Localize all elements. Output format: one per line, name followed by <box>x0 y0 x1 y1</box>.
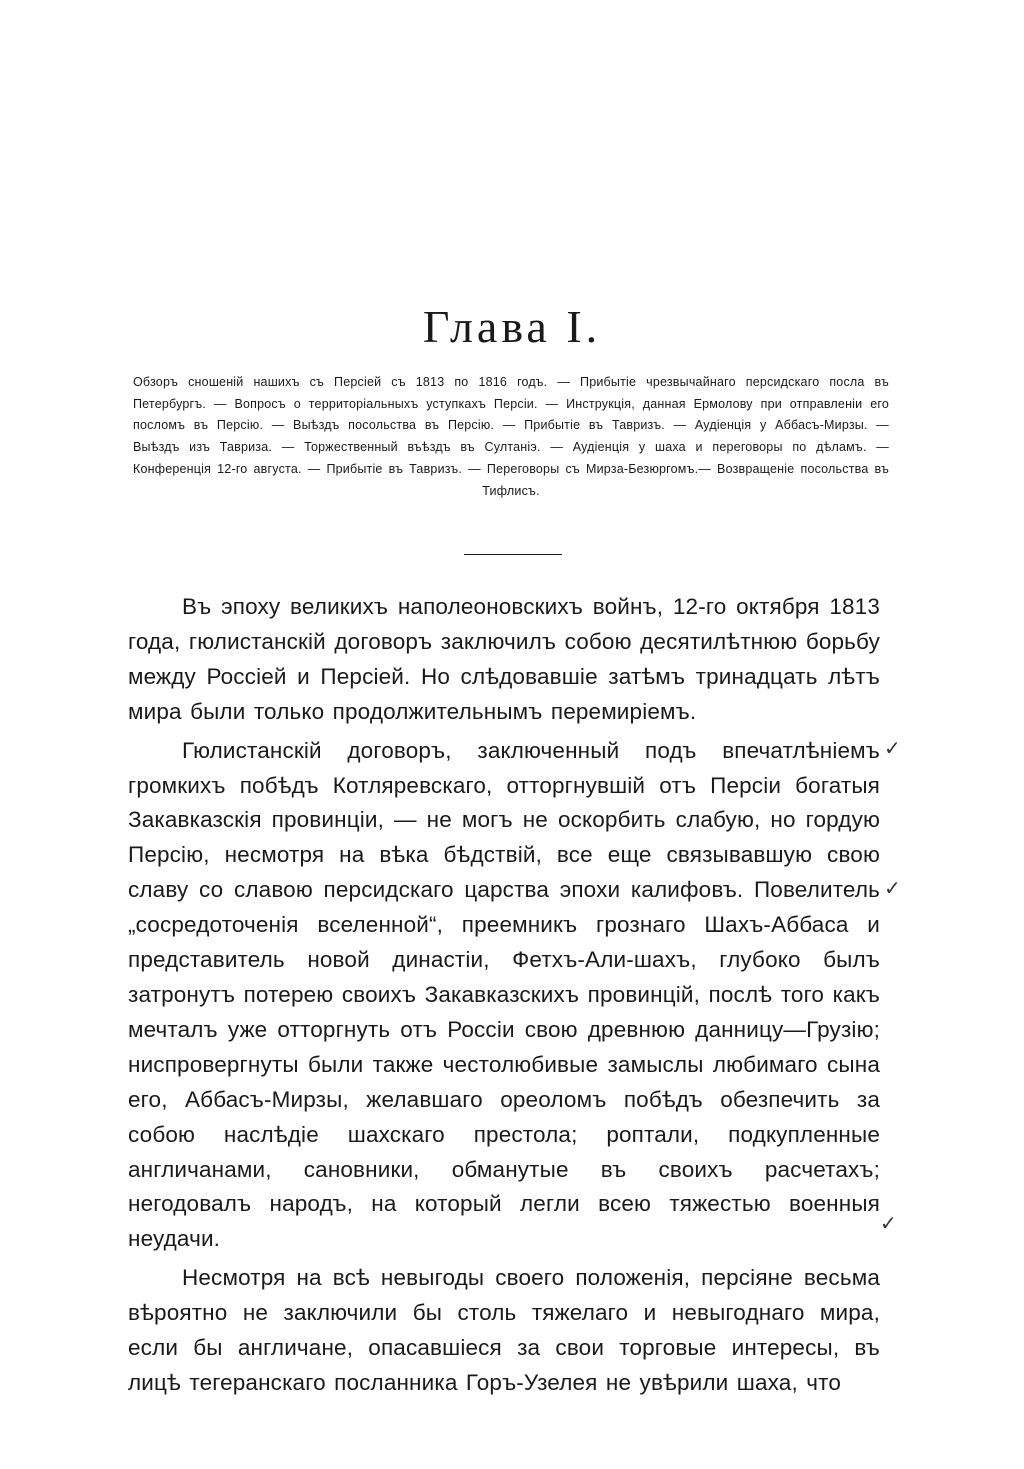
section-divider <box>464 554 562 555</box>
margin-check-mark-2: ✓ <box>884 876 901 900</box>
chapter-title: Глава I. <box>422 301 602 352</box>
margin-check-mark-1: ✓ <box>884 736 901 760</box>
margin-check-mark-3: ✓ <box>880 1211 897 1235</box>
chapter-summary: Обзоръ сношеній нашихъ съ Персіей съ 1813 по 1816 годъ. — Прибытіе чрезвычайнаго персидскаго посла въ Петербургъ. — Вопросъ о территоріальныхъ уступкахъ Персіи. — Инструкція, данная Ермолову при отправленіи его посломъ въ Персію. — Выѣздъ посольства въ Персію. — Прибытіе въ Тавризъ. — Аудіенція у Аббасъ-Мирзы. — Выѣздъ изъ Тавриза. — Торжественный въѣздъ въ Султаніэ. — Аудіенція у шаха и переговоры по дѣламъ. — Конференція 12-го августа. — Прибытіе въ Тавризъ. — Переговоры съ Мирза-Безюргомъ.— Возвращеніе посольства въ Тифлисъ. <box>133 375 889 498</box>
paragraph-3: Несмотря на всѣ невыгоды своего положенія, персіяне весьма вѣроятно не заключили бы столь тяжелаго и невыгоднаго мира, если бы англичане, опасавшіеся за свои торговые интересы, въ лицѣ тегеранскаго посланника Горъ-Узелея не увѣрили шаха, что <box>128 1265 880 1395</box>
body-text <box>128 590 880 1405</box>
paragraph-1: Въ эпоху великихъ наполеоновскихъ войнъ, 12-го октября 1813 года, гюлистанскій договоръ заключилъ собою десятилѣтнюю борьбу между Россіей и Персіей. Но слѣдовавшіе затѣмъ тринадцать лѣтъ мира были только продолжительнымъ перемиріемъ. <box>128 594 880 724</box>
paragraph-2: Гюлистанскій договоръ, заключенный подъ впечатлѣніемъ громкихъ побѣдъ Котляревскаго, отторгнувшій отъ Персіи богатыя Закавказскія провинціи, — не могъ не оскорбить слабую, но гордую Персію, несмотря на вѣка бѣдствій, все еще связывавшую свою славу со славою персидскаго царства эпохи калифовъ. Повелитель „сосредоточенія вселенной“, преемникъ грознаго Шахъ-Аббаса и представитель новой династіи, Фетхъ-Али-шахъ, глубоко былъ затронутъ потерею своихъ Закавказскихъ провинцій, послѣ того какъ мечталъ уже отторгнуть отъ Россіи свою древнюю данницу—Грузію; ниспровергнуты были также честолюбивые замыслы любимаго сына его, Аббасъ-Мирзы, желавшаго ореоломъ побѣдъ обезпечить за собою наслѣдіе шахскаго престола; роптали, подкупленные англичанами, сановники, обманутые въ своихъ расчетахъ; негодовалъ народъ, на который легли всею тяжестью военныя неудачи. <box>128 737 880 1252</box>
